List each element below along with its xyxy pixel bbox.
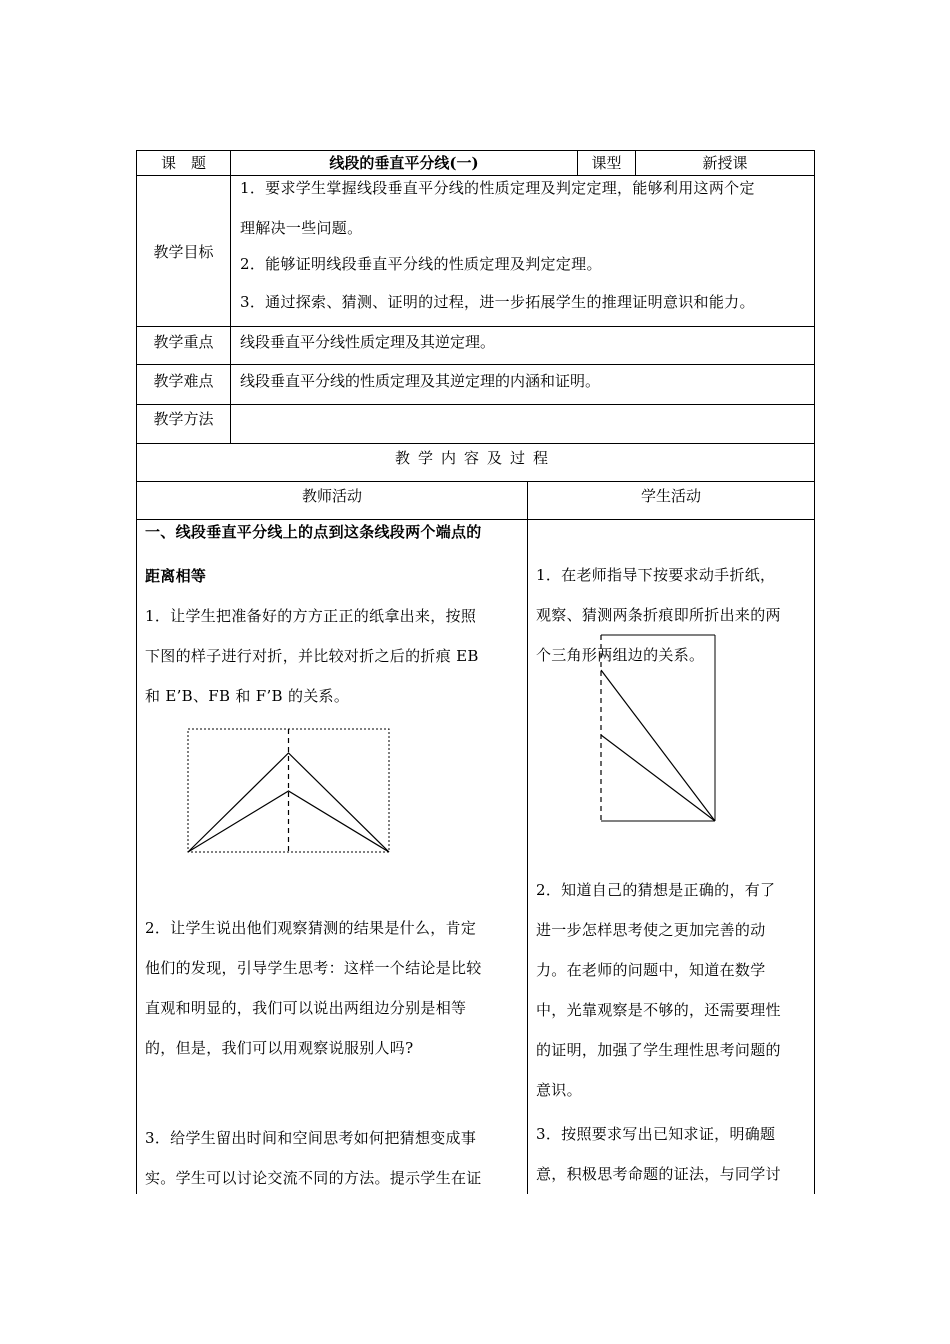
type-label: 课型 [591, 154, 622, 172]
teacher-column-header: 教师活动 [301, 487, 362, 505]
teacher-p3-line1: 3．给学生留出时间和空间思考如何把猜想变成事 [145, 1129, 477, 1147]
student-p2-line2: 进一步怎样思考使之更加完善的动 [536, 921, 766, 939]
objectives-text [240, 168, 812, 322]
student-p1-line2: 观察、猜测两条折痕即所折出来的两 [536, 606, 781, 624]
student-p3-line1: 3．按照要求写出已知求证，明确题 [536, 1125, 776, 1143]
teacher-p2-line3: 直观和明显的，我们可以说出两组边分别是相等 [145, 999, 467, 1017]
teacher-p2-line2: 他们的发现，引导学生思考：这样一个结论是比较 [145, 959, 482, 977]
teacher-p3-line2: 实。学生可以讨论交流不同的方法。提示学生在证 [145, 1169, 482, 1187]
student-p2-line6: 意识。 [536, 1081, 582, 1099]
student-p1-line3: 个三角形两组边的关系。 [536, 646, 705, 664]
difficulties-label: 教学难点 [153, 372, 214, 390]
inner-crease [601, 735, 715, 821]
section-heading-a: 一、线段垂直平分线上的点到这条线段两个端点的 [145, 523, 482, 541]
student-p1-line1: 1．在老师指导下按要求动手折纸， [536, 566, 776, 584]
topic-value: 线段的垂直平分线(一) [329, 154, 479, 172]
objectives-label: 教学目标 [153, 243, 214, 261]
teacher-p1-line1: 1．让学生把准备好的方方正正的纸拿出来，按照 [145, 607, 477, 625]
objective-1b: 理解决一些问题。 [240, 219, 363, 237]
teacher-p1-line3: 和 E’B、FB 和 F’B 的关系。 [145, 687, 350, 705]
student-p3-line2: 意，积极思考命题的证法，与同学讨 [536, 1165, 781, 1183]
student-p2 [536, 870, 812, 1110]
type-value: 新授课 [702, 154, 748, 172]
student-p3 [536, 1114, 812, 1194]
teacher-p3 [145, 1118, 523, 1198]
topic-label: 课 题 [160, 154, 206, 172]
section-heading-b: 距离相等 [145, 567, 207, 585]
student-p2-line1: 2．知道自己的猜想是正确的，有了 [536, 881, 776, 899]
student-p2-line5: 的证明，加强了学生理性思考问题的 [536, 1041, 781, 1059]
process-title: 教学内容及过程 [394, 449, 556, 467]
teacher-p2-line4: 的，但是，我们可以用观察说服别人吗? [145, 1039, 414, 1057]
teacher-p1-line2: 下图的样子进行对折，并比较对折之后的折痕 EB [145, 647, 479, 665]
teacher-p2-line1: 2．让学生说出他们观察猜测的结果是什么，肯定 [145, 919, 477, 937]
difficulties-value: 线段垂直平分线的性质定理及其逆定理的内涵和证明。 [240, 372, 601, 390]
student-column-header: 学生活动 [640, 487, 701, 505]
student-p2-line4: 中，光靠观察是不够的，还需要理性 [536, 1001, 781, 1019]
teacher-activity [145, 512, 523, 716]
objective-2: 2．能够证明线段垂直平分线的性质定理及判定定理。 [240, 255, 602, 273]
methods-label: 教学方法 [153, 410, 214, 428]
teacher-p2 [145, 908, 523, 1068]
key-points-label: 教学重点 [153, 333, 214, 351]
key-points-value: 线段垂直平分线性质定理及其逆定理。 [240, 333, 496, 351]
objective-3: 3．通过探索、猜测、证明的过程，进一步拓展学生的推理证明意识和能力。 [240, 293, 755, 311]
fold-diagram-student [598, 632, 718, 826]
fold-diagram-teacher [185, 726, 393, 856]
objective-1a: 1．要求学生掌握线段垂直平分线的性质定理及判定定理，能够利用这两个定 [240, 179, 755, 197]
outer-crease [601, 670, 715, 821]
student-p2-line3: 力。在老师的问题中，知道在数学 [536, 961, 766, 979]
